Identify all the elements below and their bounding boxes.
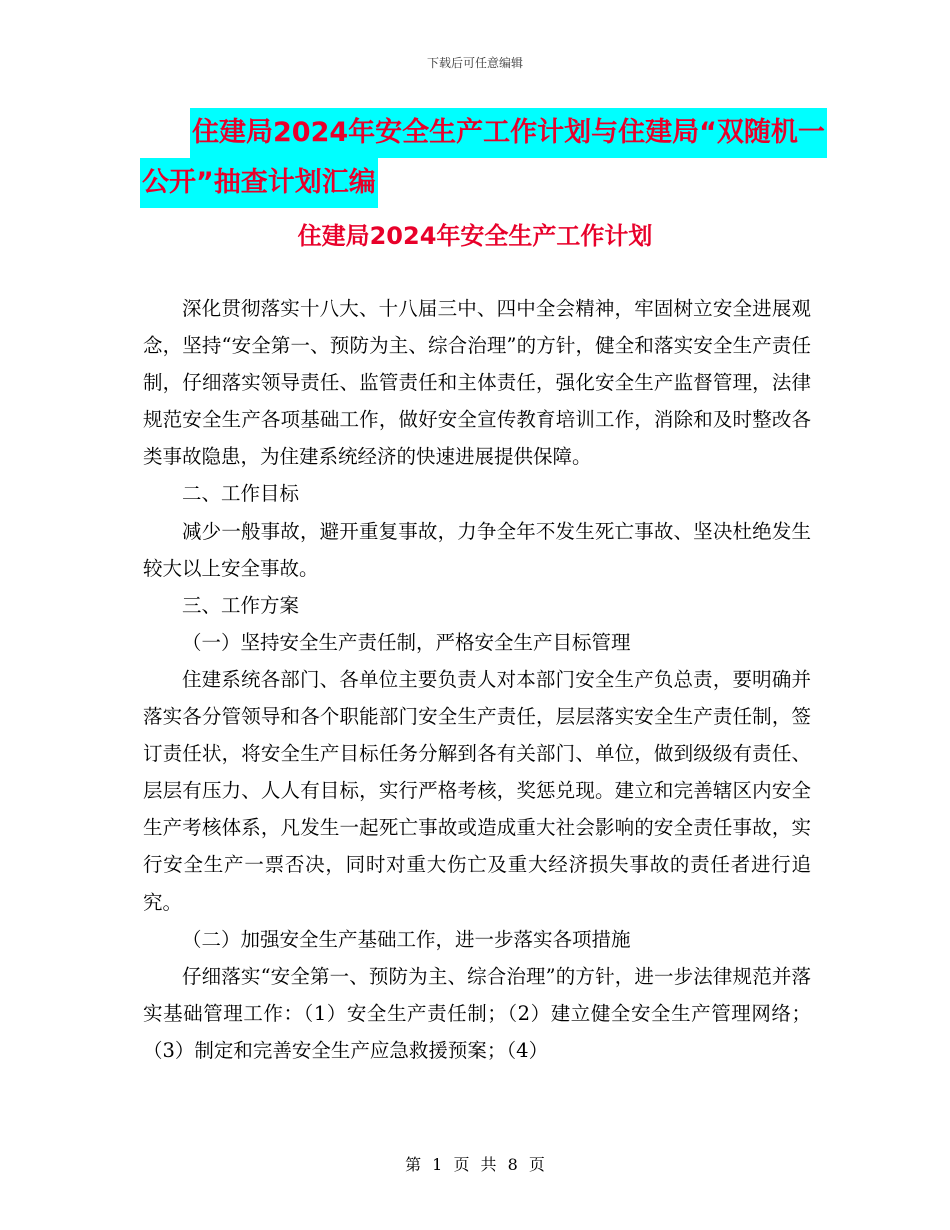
subheading-responsibility: （一）坚持安全生产责任制，严格安全生产目标管理 <box>182 630 631 654</box>
main-title-line-2: 公开”抽查计划汇编 <box>140 158 378 208</box>
paragraph-intro: 深化贯彻落实十八大、十八届三中、四中全会精神，牢固树立安全进展观念，坚持“安全第一、预防为主、综合治理”的方针，健全和落实安全生产责任制，仔细落实领导责任、监管责任和主体责任，强化安全生产监督管理，法律规范安全生产各项基础工作，做好安全宣传教育培训工作，消除和及时整改各类事故隐患，为住建系统经济的快速进展提供保障。 <box>143 297 811 469</box>
section-title: 住建局2024年安全生产工作计划 <box>297 222 653 250</box>
paragraph-responsibility: 住建系统各部门、各单位主要负责人对本部门安全生产负总责，要明确并落实各分管领导和各个职能部门安全生产责任，层层落实安全生产责任制，签订责任状，将安全生产目标任务分解到各有关部门、单位，做到级级有责任、层层有压力、人人有目标，实行严格考核，奖惩兑现。建立和完善辖区内安全生产考核体系，凡发生一起死亡事故或造成重大社会影响的安全责任事故，实行安全生产一票否决，同时对重大伤亡及重大经济损失事故的责任者进行追究。 <box>143 667 811 914</box>
paragraph-work-goal: 减少一般事故，避开重复事故，力争全年不发生死亡事故、坚决杜绝发生较大以上安全事故。 <box>143 519 811 580</box>
document-body <box>143 290 811 1069</box>
heading-work-goal: 二、工作目标 <box>182 482 300 506</box>
page-number-footer: 第 1 页 共 8 页 <box>405 1155 545 1174</box>
page-header-note: 下载后可任意编辑 <box>426 56 523 70</box>
heading-work-plan: 三、工作方案 <box>182 593 300 617</box>
main-title-line-1: 住建局2024年安全生产工作计划与住建局“双随机一 <box>190 108 827 158</box>
paragraph-foundation: 仔细落实“安全第一、预防为主、综合治理”的方针，进一步法律规范并落实基础管理工作：（1）安全生产责任制；（2）建立健全安全生产管理网络；（3）制定和完善安全生产应急救援预案；（4） <box>143 964 811 1062</box>
document-main-title <box>140 108 860 208</box>
subheading-foundation: （二）加强安全生产基础工作，进一步落实各项措施 <box>182 927 631 951</box>
